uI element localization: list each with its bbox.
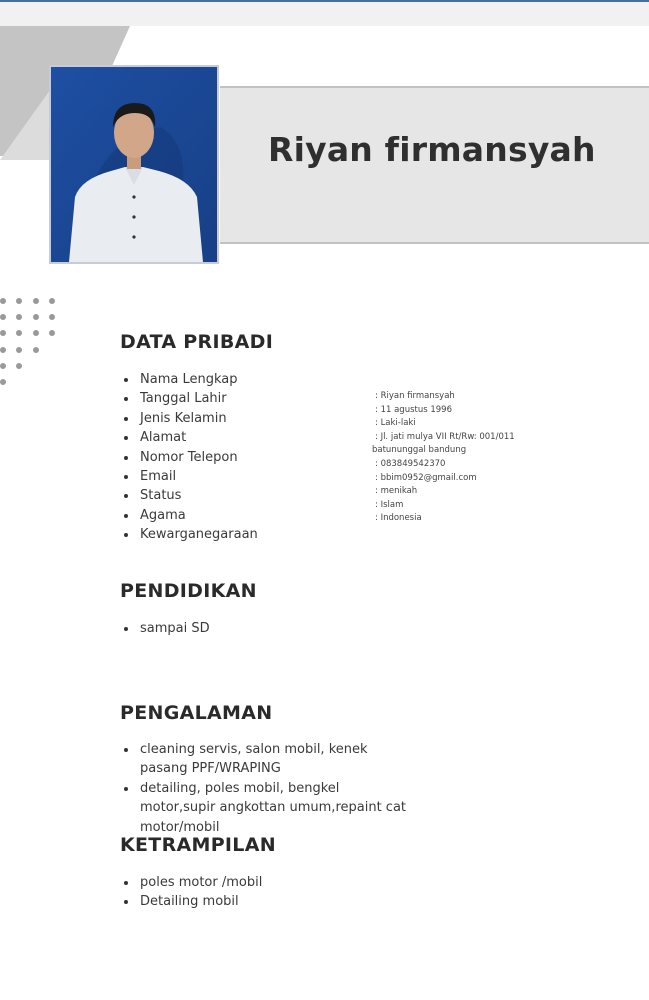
full-name-title: Riyan firmansyah xyxy=(268,130,596,169)
personal-data-labels xyxy=(120,370,258,545)
label-jenis-kelamin: Jenis Kelamin xyxy=(120,409,258,428)
value-tanggal-lahir: : 11 agustus 1996 xyxy=(375,404,452,415)
experience-item: cleaning servis, salon mobil, kenek pasang PPF/WRAPING xyxy=(120,740,410,779)
label-nama-lengkap: Nama Lengkap xyxy=(120,370,258,389)
skill-item: poles motor /mobil xyxy=(120,873,262,892)
label-email: Email xyxy=(120,467,258,486)
person-portrait-icon xyxy=(51,67,217,262)
skill-item: Detailing mobil xyxy=(120,892,262,911)
top-band xyxy=(0,2,649,26)
value-alamat-line2: batununggal bandung xyxy=(372,445,467,456)
label-agama: Agama xyxy=(120,506,258,525)
section-title-pengalaman: PENGALAMAN xyxy=(120,702,273,724)
personal-data-values xyxy=(372,390,515,526)
value-alamat-line1: : Jl. jati mulya VII Rt/Rw: 001/011 xyxy=(375,431,515,442)
section-title-ketrampilan: KETRAMPILAN xyxy=(120,834,276,856)
value-agama: : Islam xyxy=(375,499,404,510)
education-item: sampai SD xyxy=(120,619,210,638)
label-status: Status xyxy=(120,486,258,505)
section-title-data-pribadi: DATA PRIBADI xyxy=(120,331,274,353)
education-list xyxy=(120,619,210,638)
label-nomor-telepon: Nomor Telepon xyxy=(120,448,258,467)
value-status: : menikah xyxy=(375,486,418,497)
value-kewarganegaraan: : Indonesia xyxy=(375,513,422,524)
section-title-pendidikan: PENDIDIKAN xyxy=(120,580,257,602)
experience-item: detailing, poles mobil, bengkel motor,supir angkottan umum,repaint cat motor/mobil xyxy=(120,779,410,837)
skills-list xyxy=(120,873,262,912)
label-kewarganegaraan: Kewarganegaraan xyxy=(120,525,258,544)
value-jenis-kelamin: : Laki-laki xyxy=(375,418,416,429)
experience-list xyxy=(120,740,410,837)
value-email: : bbim0952@gmail.com xyxy=(375,472,477,483)
label-tanggal-lahir: Tanggal Lahir xyxy=(120,389,258,408)
value-nama: : Riyan firmansyah xyxy=(375,391,455,401)
value-nomor-telepon: : 083849542370 xyxy=(375,458,446,469)
profile-photo xyxy=(49,65,219,264)
label-alamat: Alamat xyxy=(120,428,258,447)
